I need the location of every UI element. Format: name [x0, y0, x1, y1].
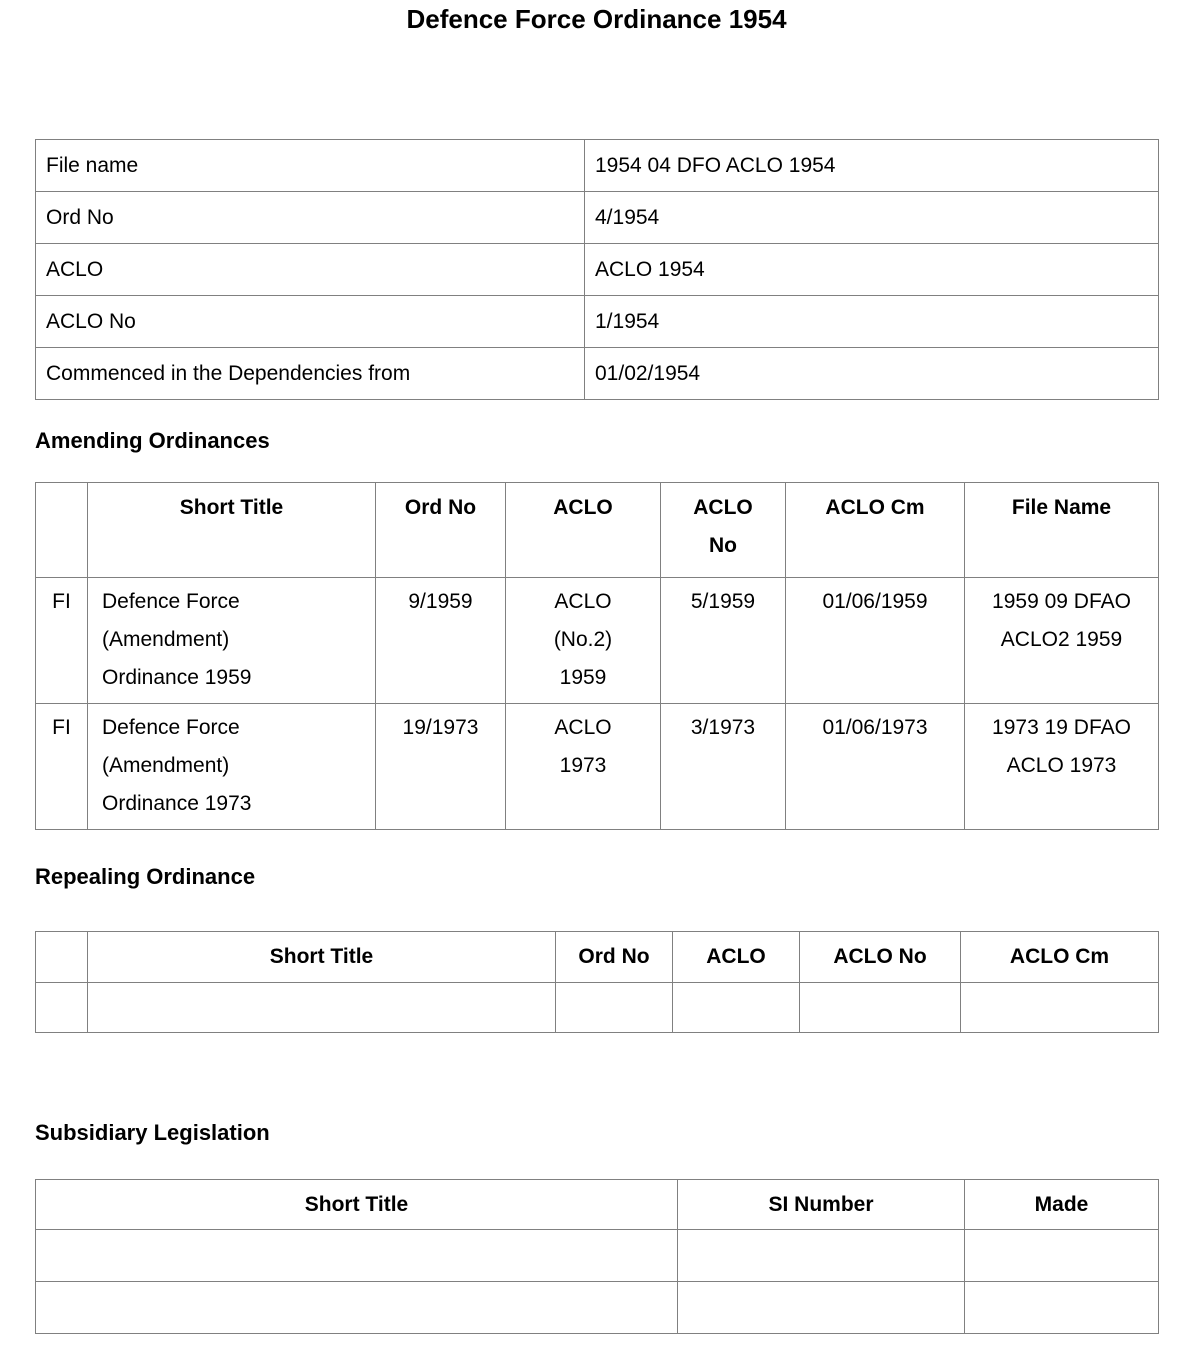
section-heading-amending: Amending Ordinances [35, 428, 270, 453]
ord-no-cell: 9/1959 [376, 578, 506, 704]
repealing-col-short-title: Short Title [88, 932, 556, 983]
ord-no-cell: 19/1973 [376, 704, 506, 830]
file-name-cell: 1959 09 DFAO ACLO2 1959 [965, 578, 1159, 704]
aclo-cm-cell [961, 983, 1159, 1033]
repealing-col-aclo-cm: ACLO Cm [961, 932, 1159, 983]
section-heading-repealing: Repealing Ordinance [35, 864, 256, 889]
repealing-empty-row [36, 983, 1159, 1033]
info-row [36, 140, 1159, 192]
info-table [35, 139, 1159, 400]
si-number-cell [678, 1282, 965, 1334]
repealing-col-aclo-no: ACLO No [800, 932, 961, 983]
info-value-ord-no: 4/1954 [585, 192, 1159, 244]
flag-cell [36, 983, 88, 1033]
info-value-file-name: 1954 04 DFO ACLO 1954 [585, 140, 1159, 192]
info-row [36, 348, 1159, 400]
amending-col-aclo-no: ACLO No [661, 483, 786, 578]
file-name-cell: 1973 19 DFAO ACLO 1973 [965, 704, 1159, 830]
subsidiary-header-row [36, 1180, 1159, 1230]
flag-cell: FI [36, 704, 88, 830]
amending-col-flag [36, 483, 88, 578]
info-row [36, 192, 1159, 244]
info-row [36, 244, 1159, 296]
subsidiary-col-short-title: Short Title [36, 1180, 678, 1230]
amending-col-aclo: ACLO [506, 483, 661, 578]
amending-col-aclo-cm: ACLO Cm [786, 483, 965, 578]
repealing-header-row [36, 932, 1159, 983]
repealing-col-flag [36, 932, 88, 983]
subsidiary-col-si-number: SI Number [678, 1180, 965, 1230]
amending-row-1973 [36, 704, 1159, 830]
subsidiary-empty-row [36, 1230, 1159, 1282]
aclo-no-cell [800, 983, 961, 1033]
info-label-file-name: File name [36, 140, 585, 192]
info-label-aclo: ACLO [36, 244, 585, 296]
subsidiary-col-made: Made [965, 1180, 1159, 1230]
aclo-cell [673, 983, 800, 1033]
info-row [36, 296, 1159, 348]
info-label-ord-no: Ord No [36, 192, 585, 244]
short-title-cell: Defence Force (Amendment) Ordinance 1973 [88, 704, 376, 830]
short-title-cell: Defence Force (Amendment) Ordinance 1959 [88, 578, 376, 704]
short-title-cell [36, 1282, 678, 1334]
amending-col-ord-no: Ord No [376, 483, 506, 578]
info-label-aclo-no: ACLO No [36, 296, 585, 348]
info-value-aclo-no: 1/1954 [585, 296, 1159, 348]
repealing-ordinance-table [35, 931, 1159, 1033]
aclo-cm-cell: 01/06/1973 [786, 704, 965, 830]
aclo-cell: ACLO 1973 [506, 704, 661, 830]
subsidiary-legislation-table [35, 1179, 1159, 1334]
amending-ordinances-table [35, 482, 1159, 830]
si-number-cell [678, 1230, 965, 1282]
amending-header-row [36, 483, 1159, 578]
page-title: Defence Force Ordinance 1954 [406, 4, 787, 34]
section-heading-subsidiary: Subsidiary Legislation [35, 1120, 270, 1145]
info-value-commenced: 01/02/1954 [585, 348, 1159, 400]
aclo-no-cell: 5/1959 [661, 578, 786, 704]
short-title-cell [36, 1230, 678, 1282]
flag-cell: FI [36, 578, 88, 704]
ord-no-cell [556, 983, 673, 1033]
info-label-commenced: Commenced in the Dependencies from [36, 348, 585, 400]
short-title-cell [88, 983, 556, 1033]
repealing-col-aclo: ACLO [673, 932, 800, 983]
aclo-cell: ACLO (No.2) 1959 [506, 578, 661, 704]
amending-col-short-title: Short Title [88, 483, 376, 578]
subsidiary-empty-row [36, 1282, 1159, 1334]
info-value-aclo: ACLO 1954 [585, 244, 1159, 296]
made-cell [965, 1230, 1159, 1282]
made-cell [965, 1282, 1159, 1334]
repealing-col-ord-no: Ord No [556, 932, 673, 983]
aclo-cm-cell: 01/06/1959 [786, 578, 965, 704]
amending-col-file-name: File Name [965, 483, 1159, 578]
aclo-no-cell: 3/1973 [661, 704, 786, 830]
amending-row-1959 [36, 578, 1159, 704]
